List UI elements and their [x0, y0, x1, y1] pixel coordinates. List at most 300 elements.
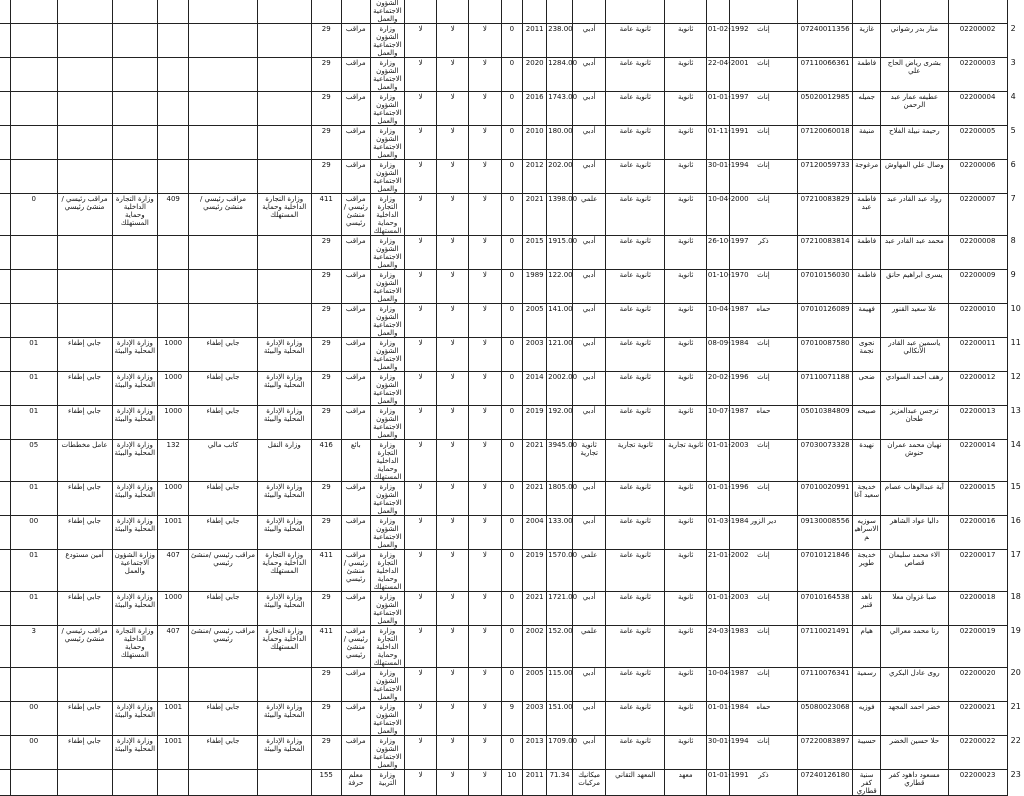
cell-c20: وزارة الإدارة المحلية والبيئة	[257, 482, 311, 516]
cell-dob: 10-04-1987	[706, 668, 729, 702]
cell-c24: عامل مخططات	[57, 440, 112, 482]
cell-c20: وزارة الإدارة المحلية والبيئة	[257, 702, 311, 736]
cell-name: علا سعيد القنور	[881, 304, 948, 338]
cell-c14: لا	[469, 736, 501, 770]
cell-c8: ثانوية	[665, 126, 706, 160]
cell-gender: حماه	[729, 304, 797, 338]
cell-cut	[0, 372, 10, 406]
cell-c11: 2002.00	[547, 372, 573, 406]
cell-c15: لا	[437, 550, 469, 592]
cell-c8: ثانوية	[665, 550, 706, 592]
cell-id: 02200018	[948, 592, 1007, 626]
row-number: 20	[1010, 667, 1021, 677]
table-row	[0, 304, 1024, 338]
cell-cut	[0, 338, 10, 372]
cell-c23: وزارة الإدارة المحلية والبيئة	[112, 440, 158, 482]
cell-phone	[798, 0, 853, 24]
cell-id: 02200014	[948, 440, 1007, 482]
cell-c24: جابي إطفاء	[57, 736, 112, 770]
cell-c14: لا	[469, 550, 501, 592]
cell-cut	[0, 126, 10, 160]
cell-name: رهف أحمد السوادي	[881, 372, 948, 406]
cell-dob: 20-02-1996	[706, 372, 729, 406]
cell-c9: المعهد التقاني	[606, 770, 665, 796]
cell-grade: 29	[311, 92, 341, 126]
cell-c20	[257, 24, 311, 58]
cell-dob: 10-04-1987	[706, 304, 729, 338]
cell-c14: لا	[469, 304, 501, 338]
table-row	[0, 194, 1024, 236]
cell-c23	[112, 270, 158, 304]
cell-cut	[0, 24, 10, 58]
table-row	[0, 24, 1024, 58]
cell-c13	[501, 0, 523, 24]
cell-grade: 411	[311, 626, 341, 668]
table-row	[0, 668, 1024, 702]
cell-name: دالیا عواد الشاهر	[881, 516, 948, 550]
cell-c10: علمي	[573, 626, 606, 668]
cell-c13: 0	[501, 592, 523, 626]
cell-c21: جابي إطفاء	[189, 338, 257, 372]
cell-job: معلم حرفة	[341, 770, 370, 796]
cell-name: خضر احمد المجهد	[881, 702, 948, 736]
cell-c23: وزارة الإدارة المحلية والبيئة	[112, 338, 158, 372]
cell-c14: لا	[469, 702, 501, 736]
cell-place: فوزيه	[853, 702, 881, 736]
cell-c15: لا	[437, 338, 469, 372]
cell-cut	[0, 770, 10, 796]
cell-name: ترجس عبدالعزيز طحان	[881, 406, 948, 440]
cell-c16: لا	[405, 58, 437, 92]
cell-c16: لا	[405, 270, 437, 304]
cell-c20: وزارة الإدارة المحلية والبيئة	[257, 592, 311, 626]
cell-ministry: وزارة الشؤون الاجتماعية والعمل	[370, 126, 404, 160]
cell-c8: ثانوية	[665, 736, 706, 770]
cell-c12: 2021	[523, 482, 547, 516]
cell-cut	[0, 516, 10, 550]
cell-c13: 0	[501, 24, 523, 58]
cell-ministry: الشؤون الاجتماعية والعمل	[370, 0, 404, 24]
cell-c12: 2005	[523, 304, 547, 338]
cell-c15: لا	[437, 92, 469, 126]
cell-gender: ذكر	[729, 236, 797, 270]
cell-ministry: وزارة الشؤون الاجتماعية والعمل	[370, 406, 404, 440]
cell-c9: ثانوية عامة	[606, 24, 665, 58]
cell-c10: علمي	[573, 550, 606, 592]
cell-c8: ثانوية	[665, 626, 706, 668]
cell-c23: وزارة الإدارة المحلية والبيئة	[112, 482, 158, 516]
cell-c11: 1709.00	[547, 736, 573, 770]
cell-id: 02200017	[948, 550, 1007, 592]
cell-cut	[0, 194, 10, 236]
cell-place: فهيمة	[853, 304, 881, 338]
row-number	[1007, 0, 1024, 24]
cell-grade: 411	[311, 550, 341, 592]
cell-c23	[112, 0, 158, 24]
cell-c9: ثانوية عامة	[606, 702, 665, 736]
cell-c13: 0	[501, 236, 523, 270]
cell-c13: 0	[501, 194, 523, 236]
cell-c11: 1570.00	[547, 550, 573, 592]
cell-c20	[257, 668, 311, 702]
cell-c15: لا	[437, 58, 469, 92]
cell-c12: 2005	[523, 668, 547, 702]
cell-dob: 01-01-2003	[706, 592, 729, 626]
cell-grade: 29	[311, 270, 341, 304]
cell-place: ضحى	[853, 372, 881, 406]
cell-c15: لا	[437, 24, 469, 58]
cell-dob: 01-02-1992	[706, 24, 729, 58]
cell-dob: 01-01-1996	[706, 482, 729, 516]
cell-c22	[158, 160, 189, 194]
cell-c16: لا	[405, 482, 437, 516]
cell-c14: لا	[469, 194, 501, 236]
cell-name: نهيان محمد عمران حنوش	[881, 440, 948, 482]
cell-name: روى عادل البكري	[881, 668, 948, 702]
row-number: 17	[1010, 549, 1021, 559]
cell-gender: إناث	[729, 338, 797, 372]
cell-c24	[57, 58, 112, 92]
cell-c22	[158, 770, 189, 796]
cell-grade: 29	[311, 736, 341, 770]
cell-ministry: وزارة الشؤون الاجتماعية والعمل	[370, 236, 404, 270]
cell-c22: 1001	[158, 736, 189, 770]
cell-c23	[112, 92, 158, 126]
cell-c24: جابي إطفاء	[57, 702, 112, 736]
cell-c12: 2021	[523, 440, 547, 482]
cell-grade: 29	[311, 304, 341, 338]
cell-id: 02200003	[948, 58, 1007, 92]
row-number: 5	[1010, 125, 1016, 135]
cell-c8: ثانوية	[665, 406, 706, 440]
cell-c10: علمي	[573, 194, 606, 236]
table-row	[0, 372, 1024, 406]
cell-c15: لا	[437, 702, 469, 736]
cell-phone: 07010164538	[798, 592, 853, 626]
cell-c12: 2002	[523, 626, 547, 668]
row-number: 8	[1010, 235, 1016, 245]
cell-place: منيفة	[853, 126, 881, 160]
cell-c24	[57, 668, 112, 702]
cell-c24	[57, 126, 112, 160]
cell-grade: 29	[311, 592, 341, 626]
cell-c13: 0	[501, 126, 523, 160]
cell-phone: 05010384809	[798, 406, 853, 440]
cell-phone: 07010020991	[798, 482, 853, 516]
cell-place: رسمية	[853, 668, 881, 702]
row-number: 6	[1010, 159, 1016, 169]
table-row	[0, 92, 1024, 126]
cell-c15: لا	[437, 668, 469, 702]
cell-grade: 411	[311, 194, 341, 236]
cell-phone: 07010121846	[798, 550, 853, 592]
cell-c20	[257, 304, 311, 338]
row-number: 22	[1010, 735, 1021, 745]
cell-c11: 141.00	[547, 304, 573, 338]
cell-c24: جابي إطفاء	[57, 338, 112, 372]
cell-dob: 24-03-1983	[706, 626, 729, 668]
row-number: 13	[1010, 405, 1021, 415]
cell-ministry: وزارة الشؤون الاجتماعية والعمل	[370, 338, 404, 372]
cell-cut	[0, 736, 10, 770]
cell-c25	[10, 24, 57, 58]
cell-phone: 07010156030	[798, 270, 853, 304]
cell-c23: وزارة الإدارة المحلية والبيئة	[112, 702, 158, 736]
cell-c14: لا	[469, 668, 501, 702]
cell-c8: ثانوية	[665, 304, 706, 338]
cell-c24: مراقب رئيسي / منشئ رئيسي	[57, 194, 112, 236]
cell-c25	[10, 770, 57, 796]
cell-c24: جابي إطفاء	[57, 406, 112, 440]
cell-c21: جابي إطفاء	[189, 702, 257, 736]
cell-grade: 29	[311, 482, 341, 516]
cell-c10: أدبي	[573, 482, 606, 516]
cell-c20	[257, 160, 311, 194]
cell-c21: مراقب رئيسي /منشئ رئيسي	[189, 550, 257, 592]
cell-c12: 2021	[523, 194, 547, 236]
cell-place: خديجة طوير	[853, 550, 881, 592]
cell-job: مراقب	[341, 482, 370, 516]
cell-c13: 0	[501, 406, 523, 440]
cell-c22: 409	[158, 194, 189, 236]
cell-dob: 30-01-1994	[706, 736, 729, 770]
cell-c9: ثانوية عامة	[606, 406, 665, 440]
cell-c20	[257, 92, 311, 126]
cell-c24: جابي إطفاء	[57, 516, 112, 550]
cell-c8: ثانوية	[665, 516, 706, 550]
cell-place: ناهد قنبر	[853, 592, 881, 626]
cell-gender: إناث	[729, 550, 797, 592]
cell-c21: جابي إطفاء	[189, 372, 257, 406]
cell-c23: وزارة الإدارة المحلية والبيئة	[112, 736, 158, 770]
cell-c20: وزارة الإدارة المحلية والبيئة	[257, 736, 311, 770]
cell-c14: لا	[469, 270, 501, 304]
cell-ministry: وزارة الشؤون الاجتماعية والعمل	[370, 372, 404, 406]
cell-c9: ثانوية عامة	[606, 194, 665, 236]
cell-ministry: وزارة الشؤون الاجتماعية والعمل	[370, 24, 404, 58]
table-row	[0, 482, 1024, 516]
cell-c22	[158, 24, 189, 58]
cell-c23	[112, 304, 158, 338]
cell-c16: لا	[405, 668, 437, 702]
cell-c11: 152.00	[547, 626, 573, 668]
cell-c20: وزارة التجارة الداخلية وحماية المستهلك	[257, 550, 311, 592]
cell-c11: 122.00	[547, 270, 573, 304]
cell-c21	[189, 668, 257, 702]
cell-c10: أدبي	[573, 236, 606, 270]
cell-id: 02200020	[948, 668, 1007, 702]
cell-phone: 07210083829	[798, 194, 853, 236]
cell-c11: 1915.00	[547, 236, 573, 270]
cell-c14: لا	[469, 58, 501, 92]
row-number: 2	[1010, 23, 1016, 33]
cell-place: نهيدة	[853, 440, 881, 482]
cell-c15: لا	[437, 160, 469, 194]
cell-job: مراقب	[341, 736, 370, 770]
cell-c13: 0	[501, 372, 523, 406]
row-number: 21	[1010, 701, 1021, 711]
cell-c10: أدبي	[573, 304, 606, 338]
table-row	[0, 160, 1024, 194]
cell-c24: مراقب رئيسي /منشئ رئيسي	[57, 626, 112, 668]
cell-c16	[405, 0, 437, 24]
cell-c14: لا	[469, 160, 501, 194]
cell-id: 02200010	[948, 304, 1007, 338]
cell-job: مراقب	[341, 668, 370, 702]
cell-c24	[57, 24, 112, 58]
cell-ministry: وزارة الشؤون الاجتماعية والعمل	[370, 92, 404, 126]
cell-c11: 121.00	[547, 338, 573, 372]
cell-id: 02200004	[948, 92, 1007, 126]
cell-c16: لا	[405, 516, 437, 550]
cell-ministry: وزارة الشؤون الاجتماعية والعمل	[370, 592, 404, 626]
cell-c21	[189, 0, 257, 24]
cell-job: مراقب	[341, 372, 370, 406]
cell-c20	[257, 0, 311, 24]
cell-c13: 0	[501, 58, 523, 92]
cell-name: رحيمة نبيلة الفلاح	[881, 126, 948, 160]
cell-phone: 07030073328	[798, 440, 853, 482]
cell-c23: وزارة التجارة الداخلية وحماية المستهلك	[112, 626, 158, 668]
table-row	[0, 0, 1024, 24]
table-row	[0, 626, 1024, 668]
cell-place: فاطمة	[853, 236, 881, 270]
cell-c10: أدبي	[573, 126, 606, 160]
cell-gender: حماه	[729, 406, 797, 440]
cell-c21	[189, 770, 257, 796]
cell-c25	[10, 0, 57, 24]
cell-c16: لا	[405, 770, 437, 796]
cell-c8: معهد	[665, 770, 706, 796]
cell-gender: إناث	[729, 372, 797, 406]
cell-c24	[57, 160, 112, 194]
cell-c9: ثانوية عامة	[606, 736, 665, 770]
table-row	[0, 440, 1024, 482]
cell-id: 02200019	[948, 626, 1007, 668]
cell-grade: 29	[311, 236, 341, 270]
cell-c9: ثانوية عامة	[606, 668, 665, 702]
cell-c25	[10, 92, 57, 126]
cell-c16: لا	[405, 304, 437, 338]
cell-c21: مراقب رئيسي /منشئ رئيسي	[189, 626, 257, 668]
cell-grade: 155	[311, 770, 341, 796]
cell-c11: 1805.00	[547, 482, 573, 516]
cell-c21: كاتب مالي	[189, 440, 257, 482]
cell-phone: 07210083814	[798, 236, 853, 270]
cell-c22	[158, 304, 189, 338]
cell-gender: إناث	[729, 126, 797, 160]
row-number: 7	[1010, 193, 1016, 203]
cell-c8: ثانوية	[665, 702, 706, 736]
row-number: 12	[1010, 371, 1021, 381]
cell-place: مرغوجة	[853, 160, 881, 194]
cell-place: خديجة سعيد آغا	[853, 482, 881, 516]
cell-c11: 1721.00	[547, 592, 573, 626]
cell-c25: 01	[10, 372, 57, 406]
cell-c23: وزارة الشؤون الاجتماعية والعمل	[112, 550, 158, 592]
cell-phone: 07240126180	[798, 770, 853, 796]
cell-c9: ثانوية عامة	[606, 626, 665, 668]
cell-c16: لا	[405, 92, 437, 126]
cell-name: آية عبدالوهاب عصام	[881, 482, 948, 516]
cell-gender: دير الزور	[729, 516, 797, 550]
cell-c22	[158, 668, 189, 702]
cell-dob: 01-01-1984	[706, 702, 729, 736]
cell-c10	[573, 0, 606, 24]
cell-c22	[158, 236, 189, 270]
cell-dob: 01-10-1970	[706, 270, 729, 304]
cell-gender: إناث	[729, 736, 797, 770]
cell-c8: ثانوية	[665, 194, 706, 236]
cell-c12: 2003	[523, 338, 547, 372]
cell-name: منار بدر رشواني	[881, 24, 948, 58]
cell-c14: لا	[469, 482, 501, 516]
cell-c15: لا	[437, 592, 469, 626]
table-row	[0, 550, 1024, 592]
cell-c9: ثانوية عامة	[606, 372, 665, 406]
cell-job: مراقب	[341, 236, 370, 270]
row-number: 3	[1010, 57, 1016, 67]
cell-cut	[0, 304, 10, 338]
cell-c20	[257, 770, 311, 796]
cell-c16: لا	[405, 194, 437, 236]
cell-c21: مراقب رئيسي / منشئ رئيسي	[189, 194, 257, 236]
cell-c22: 132	[158, 440, 189, 482]
cell-phone: 07110076341	[798, 668, 853, 702]
cell-c14: لا	[469, 516, 501, 550]
cell-c24	[57, 770, 112, 796]
cell-c25: 01	[10, 550, 57, 592]
cell-c11: 133.00	[547, 516, 573, 550]
cell-cut	[0, 160, 10, 194]
cell-c13: 0	[501, 92, 523, 126]
cell-job	[341, 0, 370, 24]
cell-id: 02200012	[948, 372, 1007, 406]
cell-job: مراقب رئيسي /منشئ رئيسي	[341, 194, 370, 236]
cell-c25: 01	[10, 482, 57, 516]
table-row	[0, 236, 1024, 270]
cell-id: 02200016	[948, 516, 1007, 550]
cell-c23	[112, 24, 158, 58]
cell-c21: جابي إطفاء	[189, 592, 257, 626]
cell-job: مراقب	[341, 58, 370, 92]
cell-ministry: وزارة الشؤون الاجتماعية والعمل	[370, 702, 404, 736]
cell-c20	[257, 236, 311, 270]
cell-c22: 1000	[158, 482, 189, 516]
cell-c24: أمين مستودع	[57, 550, 112, 592]
cell-ministry: وزارة الشؤون الاجتماعية والعمل	[370, 304, 404, 338]
cell-c21: جابي إطفاء	[189, 406, 257, 440]
cell-c11: 1743.00	[547, 92, 573, 126]
cell-c11: 1398.00	[547, 194, 573, 236]
cell-cut	[0, 58, 10, 92]
cell-id: 02200007	[948, 194, 1007, 236]
cell-id	[948, 0, 1007, 24]
cell-c14: لا	[469, 24, 501, 58]
cell-job: مراقب	[341, 702, 370, 736]
cell-c10: أدبي	[573, 736, 606, 770]
cell-name: صبا غزوان معلا	[881, 592, 948, 626]
cell-c8: ثانوية	[665, 92, 706, 126]
cell-phone: 07120060018	[798, 126, 853, 160]
cell-c13: 0	[501, 626, 523, 668]
cell-c22: 407	[158, 626, 189, 668]
row-number: 18	[1010, 591, 1021, 601]
cell-ministry: وزارة التجارة الداخلية وحماية المستهلك	[370, 626, 404, 668]
cell-c22	[158, 58, 189, 92]
cell-c12: 2015	[523, 236, 547, 270]
cell-name: مسعود داهود كفر قطاري	[881, 770, 948, 796]
